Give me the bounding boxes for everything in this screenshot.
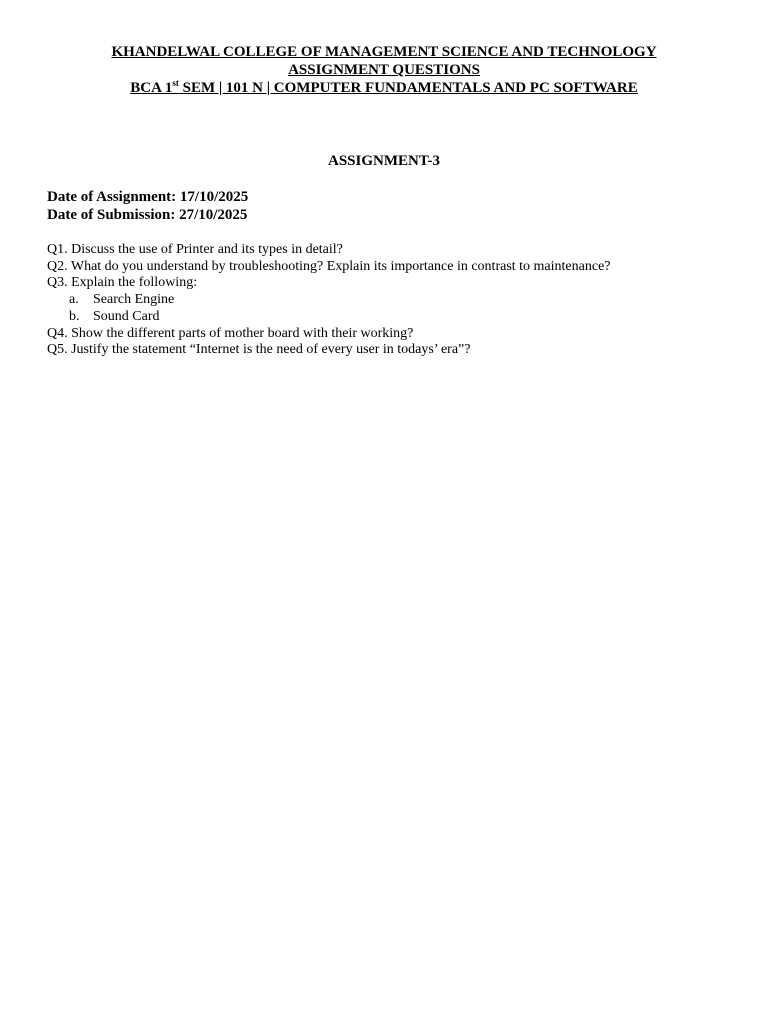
list-marker: a. — [69, 292, 79, 308]
dates-block — [47, 188, 248, 224]
question-3: Q3. Explain the following: — [47, 275, 198, 291]
question-4: Q4. Show the different parts of mother board with their working? — [47, 325, 414, 341]
college-name: KHANDELWAL COLLEGE OF MANAGEMENT SCIENCE AND TECHNOLOGY — [111, 44, 657, 60]
assignment-questions-heading: ASSIGNMENT QUESTIONS — [288, 62, 480, 78]
course-prefix: BCA 1 — [130, 80, 173, 96]
list-item-text: Search Engine — [93, 292, 175, 308]
list-marker: b. — [69, 308, 80, 324]
question-3-item-a — [47, 292, 747, 309]
question-2: Q2. What do you understand by troubleshooting? Explain its importance in contrast to maintenance? — [47, 258, 611, 274]
course-superscript: st — [172, 78, 179, 88]
list-item-text: Sound Card — [93, 308, 160, 324]
document-header — [0, 43, 768, 97]
date-of-submission: Date of Submission: 27/10/2025 — [47, 207, 248, 223]
question-1: Q1. Discuss the use of Printer and its types in detail? — [47, 242, 343, 257]
questions-list — [47, 242, 747, 359]
course-line — [0, 79, 768, 97]
question-3-item-b — [47, 309, 747, 326]
course-rest: SEM | 101 N | COMPUTER FUNDAMENTALS AND PC SOFTWARE — [178, 80, 638, 96]
assignment-title: ASSIGNMENT-3 — [328, 153, 440, 169]
date-of-assignment: Date of Assignment: 17/10/2025 — [47, 189, 249, 205]
question-5: Q5. Justify the statement “Internet is the need of every user in todays’ era”? — [47, 342, 471, 358]
